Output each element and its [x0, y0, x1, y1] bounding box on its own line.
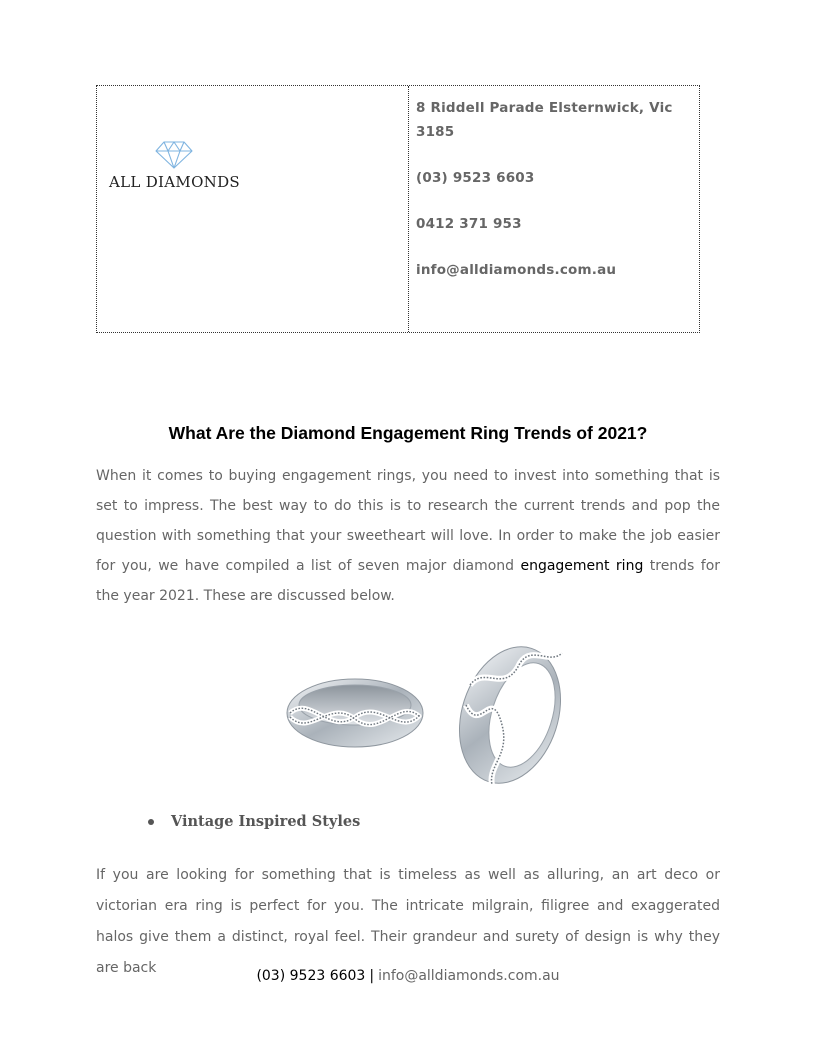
article-title: What Are the Diamond Engagement Ring Trends of 2021?: [168, 423, 648, 443]
section-heading: [148, 813, 360, 830]
contact-cell: [409, 86, 699, 332]
section-heading-text: Vintage Inspired Styles: [171, 813, 361, 830]
page-footer: [0, 968, 816, 984]
intro-text-before: When it comes to buying engagement rings, you need to invest into something that is set to impress. The best way to do this is to research the current trends and pop the question with something that your sweetheart will love. In order to make the job easier for you, we have compiled a list of seven major diamond: [96, 468, 720, 574]
logo-cell: [97, 86, 409, 332]
bullet-icon: [148, 819, 154, 825]
ring-right: [443, 634, 578, 797]
brand-name: ALL DIAMONDS: [109, 173, 240, 191]
ring-left: [287, 679, 423, 747]
footer-email[interactable]: info@alldiamonds.com.au: [378, 968, 560, 984]
footer-separator: |: [369, 968, 375, 984]
brand-logo: [109, 140, 239, 191]
header-table: [96, 85, 700, 333]
contact-phone[interactable]: (03) 9523 6603: [416, 170, 535, 186]
contact-address: 8 Riddell Parade Elsternwick, Vic 3185: [416, 100, 673, 140]
engagement-ring-link[interactable]: engagement ring: [520, 558, 644, 574]
footer-phone[interactable]: (03) 9523 6603: [256, 968, 366, 984]
section-body: If you are looking for something that is timeless as well as alluring, an art deco or victorian era ring is perfect for you. The intricate milgrain, filigree and exaggerated halos give them a distinct, royal feel. Their grandeur and surety of design is why they are back: [96, 867, 720, 976]
diamond-icon: [154, 140, 194, 170]
intro-paragraph: [96, 461, 720, 611]
contact-email[interactable]: info@alldiamonds.com.au: [416, 262, 617, 278]
contact-mobile[interactable]: 0412 371 953: [416, 216, 522, 232]
ring-image: [270, 625, 590, 795]
intro-text-after: trends for the year 2021. These are discussed below.: [96, 558, 721, 604]
